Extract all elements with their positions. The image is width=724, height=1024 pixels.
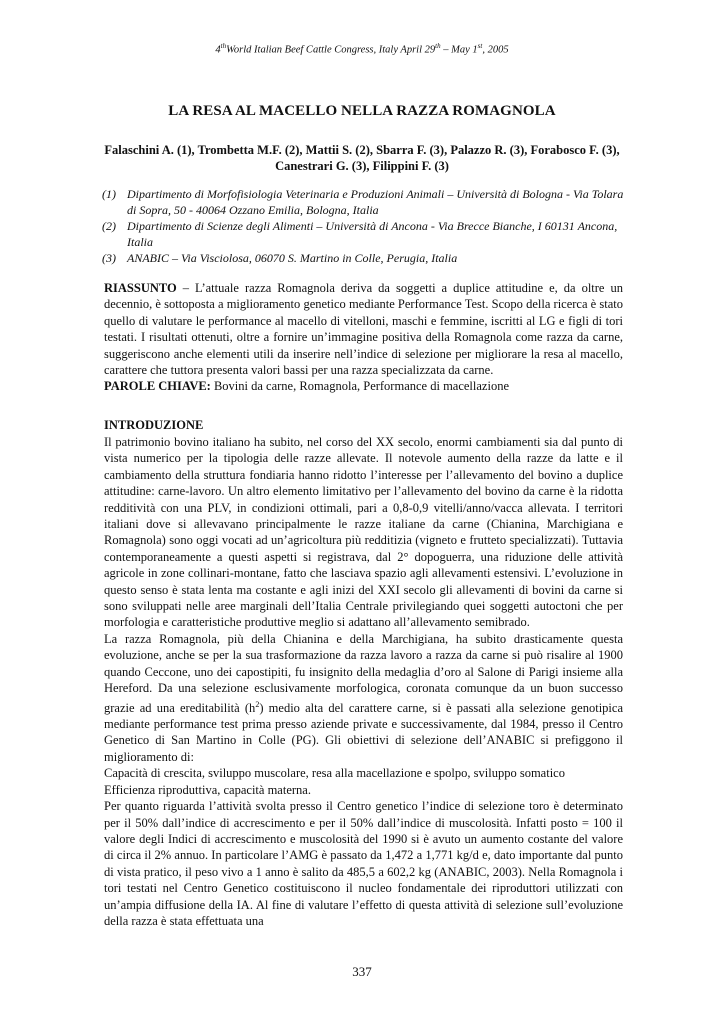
intro-paragraph-1: Il patrimonio bovino italiano ha subito, nel corso del XX secolo, enormi cambiamenti sia dal punto di vista numerico per la tipologia delle razze allevate. Il notevole aumento della razze da latte e il cambiamento della struttura fondiaria hanno ridotto l’interesse per l’allevamento del bovino a duplice attitudine: carne-lavoro. Un altro elemento limitativo per l’allevamento del bovino da carne è la ridotta redditività con una PLV, in condizioni ottimali, pari a 0,8-0,9 vitelli/anno/vacca allevata. I territori italiani dove si allevavano principalmente le razze italiane da carne (Chianina, Marchigiana e Romagnola) sono oggi vocati ad un’agricoltura più redditizia (vigneto e frutteto specializzati). Tuttavia contemporaneamente a questi aspetti si registrava, dal 2° dopoguerra, una riduzione delle attività agricole in zone collinari-montane, fatto che lasciava spazio agli allevamenti estensivi. L’evoluzione in questo senso è stata lenta ma costante e agli inizi del XXI secolo gli allevamenti di bovini da carne si sono sviluppati nelle aree marginali dell’Italia Centrale privilegiando quei soggetti autoctoni che per morfologia e caratteristiche produttive meglio si adattano all’allevamento semibrado.	[104, 435, 623, 630]
intro-paragraph-3: Per quanto riguarda l’attività svolta presso il Centro genetico l’indice di selezione toro è determinato per il 50% dall’indice di accrescimento e per il 50% dall’indice di muscolosità. Infatti posto = 100 il valore degli Indici di accrescimento e muscolosità del 1990 si è avuto un aumento costante del valore di circa il 2% annuo. In particolare l’AMG è passato da 1,472 a 1,771 kg/d e, dato importante dal punto di vista pratico, il peso vivo a 1 anno è salito da 485,5 a 602,2 kg (ANABIC, 2003). Nella Romagnola i tori testati nel Centro Genetico costituiscono il nucleo fondamentale dei riproduttori utilizzati con un’ampia diffusione della IA. Al fine di valutare l’effetto di questa attività di selezione sull’evoluzione della razza è stata effettuata una	[104, 799, 623, 928]
running-header: 4thWorld Italian Beef Cattle Congress, Italy April 29th – May 1st, 2005	[215, 42, 509, 56]
affiliation-text: ANABIC – Via Visciolosa, 06070 S. Martino in Colle, Perugia, Italia	[127, 251, 458, 265]
introduction-body	[104, 434, 623, 929]
affiliation-2	[102, 218, 627, 250]
abstract-paragraph	[104, 280, 623, 378]
affiliation-number: (3)	[102, 251, 116, 265]
keywords-text: Bovini da carne, Romagnola, Performance di macellazione	[210, 379, 509, 394]
abstract-block	[104, 280, 623, 395]
objective-item-1: Capacità di crescita, sviluppo muscolare, resa alla macellazione e spolpo, sviluppo somatico	[104, 766, 565, 781]
keywords-paragraph	[104, 378, 623, 394]
affiliation-text: Dipartimento di Scienze degli Alimenti – Università di Ancona - Via Brecce Bianche, I 60131 Ancona, Italia	[127, 219, 618, 249]
objective-item-2: Efficienza riproduttiva, capacità materna.	[104, 782, 311, 797]
author-list: Falaschini A. (1), Trombetta M.F. (2), Mattii S. (2), Sbarra F. (3), Palazzo R. (3), Forabosco F. (3), Canestrari G. (3), Filippini F. (3)	[104, 143, 620, 173]
paper-title: LA RESA AL MACELLO NELLA RAZZA ROMAGNOLA	[168, 103, 556, 119]
keywords-label: PAROLE CHIAVE:	[104, 379, 211, 394]
abstract-label: RIASSUNTO	[104, 281, 177, 295]
affiliation-text: Dipartimento di Morfofisiologia Veterinaria e Produzioni Animali – Università di Bologna - Via Tolara di Sopra, 50 - 40064 Ozzano Emilia, Bologna, Italia	[127, 187, 624, 217]
affiliation-number: (2)	[102, 219, 116, 233]
affiliation-1	[102, 186, 627, 218]
section-heading-introduzione: INTRODUZIONE	[104, 418, 204, 432]
page-number: 337	[352, 964, 372, 979]
intro-paragraph-2: La razza Romagnola, più della Chianina e della Marchigiana, ha subito drasticamente questa evoluzione, anche se per la sua trasformazione da razza lavoro a razza da carne si può risalire al 1900 quando Ceccone, uno dei capostipiti, fu insignito della medaglia d’oro al Salone di Parigi insieme alla Hereford. Da una selezione esclusivamente morfologica, coronata comunque da un buon successo grazie ad una ereditabilità $(h^2)$ medio alta del carattere carne, si è passati alla selezione genotipica mediante performance test prima presso aziende private e successivamente, dal 1984, presso il Centro Genetico di San Martino in Colle (PG). Gli obiettivi di selezione dell’ANABIC si prefiggono il miglioramento di:	[104, 631, 623, 764]
affiliation-number: (1)	[102, 187, 116, 201]
abstract-text: – L’attuale razza Romagnola deriva da soggetti a duplice attitudine e, da oltre un decennio, è sottoposta a miglioramento genetico mediante Performance Test. Scopo della ricerca è stato quello di valutare le performance al macello di vitelloni, maschi e femmine, iscritti al LG e figli di tori testati. I risultati ottenuti, oltre a fornire un’immagine positiva della Romagnola come razza da carne, suggeriscono anche elementi utili da inserire nell’indice di selezione per migliorare la resa al macello, carattere che tuttora presenta valori bassi per una razza specializzata da carne.	[104, 281, 623, 378]
affiliation-3	[102, 250, 627, 266]
